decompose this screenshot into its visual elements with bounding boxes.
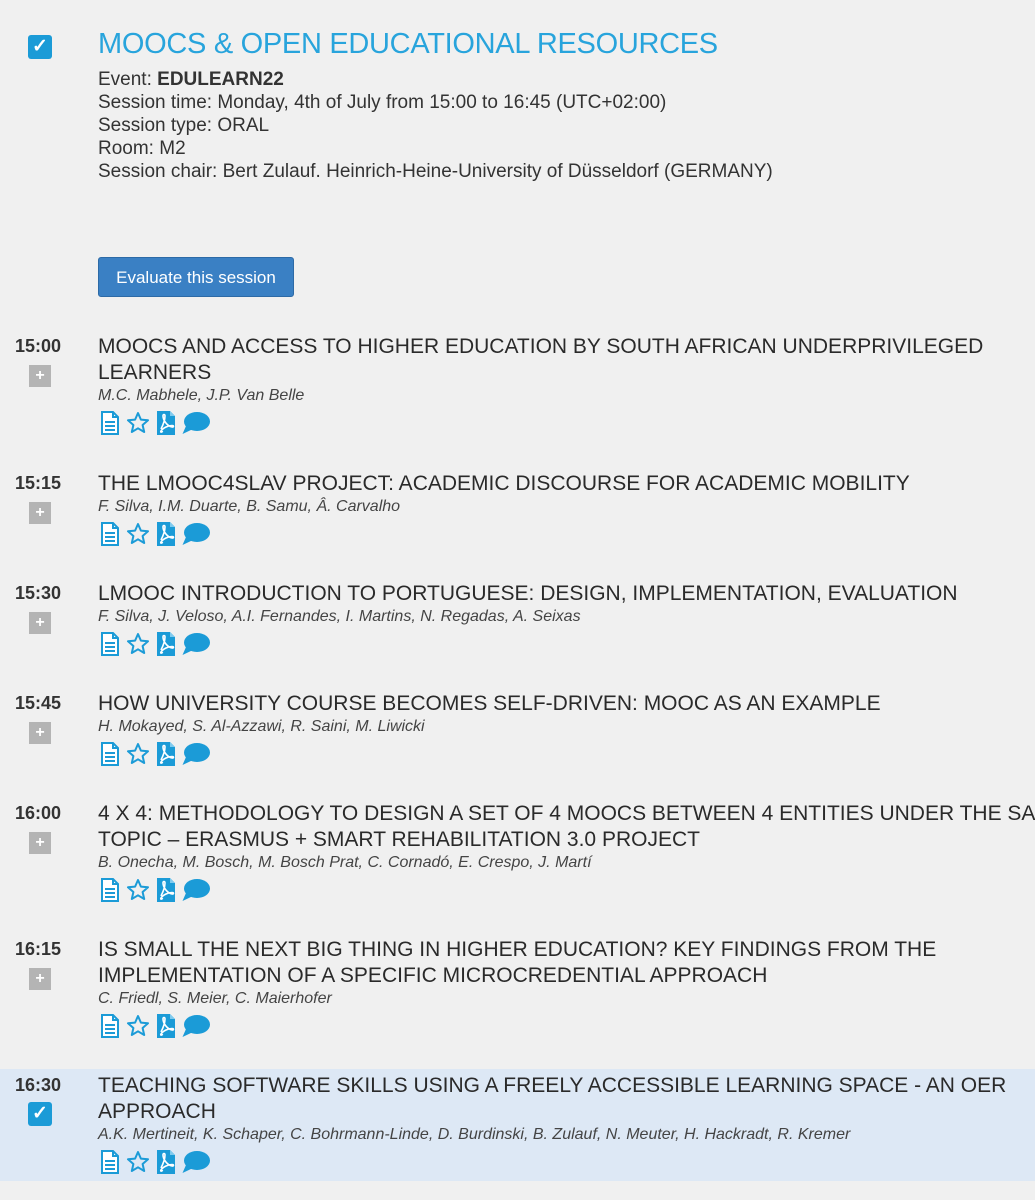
star-icon[interactable] (125, 631, 151, 657)
paper-row (0, 933, 1035, 1061)
pdf-icon[interactable] (153, 1013, 179, 1039)
comment-icon[interactable] (181, 741, 211, 767)
paper-authors: M.C. Mabhele, J.P. Van Belle (98, 387, 305, 404)
session-event (98, 68, 284, 91)
paper-title-line[interactable]: APPROACH (98, 1100, 216, 1123)
paper-authors: H. Mokayed, S. Al-Azzawi, R. Saini, M. Liwicki (98, 718, 425, 735)
star-icon[interactable] (125, 1149, 151, 1175)
pdf-icon[interactable] (153, 741, 179, 767)
expand-plus-icon[interactable]: + (29, 832, 51, 854)
comment-icon[interactable] (181, 410, 211, 436)
paper-title-line[interactable]: LEARNERS (98, 361, 212, 384)
paper-authors: F. Silva, J. Veloso, A.I. Fernandes, I. Martins, N. Regadas, A. Seixas (98, 608, 581, 625)
paper-actions (97, 631, 211, 657)
paper-time: 15:45 (15, 693, 62, 713)
evaluate-session-button[interactable]: Evaluate this session (98, 257, 294, 297)
document-icon[interactable] (97, 1149, 123, 1175)
comment-icon[interactable] (181, 1149, 211, 1175)
paper-actions (97, 741, 211, 767)
expand-plus-icon[interactable]: + (29, 612, 51, 634)
paper-time: 16:30 (15, 1075, 62, 1095)
paper-title-line[interactable]: HOW UNIVERSITY COURSE BECOMES SELF-DRIVEN: MOOC AS AN EXAMPLE (98, 692, 881, 715)
document-icon[interactable] (97, 1013, 123, 1039)
expand-plus-icon[interactable]: + (29, 968, 51, 990)
comment-icon[interactable] (181, 521, 211, 547)
paper-time: 16:15 (15, 939, 62, 959)
comment-icon[interactable] (181, 877, 211, 903)
paper-title-line[interactable]: IS SMALL THE NEXT BIG THING IN HIGHER EDUCATION? KEY FINDINGS FROM THE (98, 938, 937, 961)
paper-actions (97, 877, 211, 903)
document-icon[interactable] (97, 877, 123, 903)
expand-plus-icon[interactable]: + (29, 365, 51, 387)
paper-title-line[interactable]: TEACHING SOFTWARE SKILLS USING A FREELY ACCESSIBLE LEARNING SPACE - AN OER (98, 1074, 1007, 1097)
paper-row (0, 577, 1035, 677)
paper-authors: B. Onecha, M. Bosch, M. Bosch Prat, C. Cornadó, E. Crespo, J. Martí (98, 854, 592, 871)
paper-title-line[interactable]: LMOOC INTRODUCTION TO PORTUGUESE: DESIGN, IMPLEMENTATION, EVALUATION (98, 582, 958, 605)
paper-checkbox[interactable]: ✓ (28, 1102, 52, 1126)
session-room: Room: M2 (98, 138, 186, 159)
paper-title-line[interactable]: 4 X 4: METHODOLOGY TO DESIGN A SET OF 4 MOOCS BETWEEN 4 ENTITIES UNDER THE SA (98, 802, 1035, 825)
pdf-icon[interactable] (153, 1149, 179, 1175)
comment-icon[interactable] (181, 1013, 211, 1039)
paper-title-line[interactable]: TOPIC – ERASMUS + SMART REHABILITATION 3.0 PROJECT (98, 828, 700, 851)
session-header (0, 0, 1035, 320)
event-value: EDULEARN22 (157, 69, 284, 90)
expand-plus-icon[interactable]: + (29, 502, 51, 524)
document-icon[interactable] (97, 521, 123, 547)
star-icon[interactable] (125, 877, 151, 903)
paper-time: 15:00 (15, 336, 62, 356)
paper-actions (97, 1149, 211, 1175)
paper-time: 15:30 (15, 583, 62, 603)
expand-plus-icon[interactable]: + (29, 722, 51, 744)
comment-icon[interactable] (181, 631, 211, 657)
paper-actions (97, 1013, 211, 1039)
document-icon[interactable] (97, 631, 123, 657)
paper-authors: F. Silva, I.M. Duarte, B. Samu, Â. Carvalho (98, 498, 401, 515)
star-icon[interactable] (125, 410, 151, 436)
paper-row (0, 330, 1035, 458)
star-icon[interactable] (125, 521, 151, 547)
session-title: MOOCS & OPEN EDUCATIONAL RESOURCES (98, 28, 718, 60)
paper-title-line[interactable]: IMPLEMENTATION OF A SPECIFIC MICROCREDENTIAL APPROACH (98, 964, 768, 987)
pdf-icon[interactable] (153, 877, 179, 903)
paper-row (0, 467, 1035, 567)
pdf-icon[interactable] (153, 631, 179, 657)
document-icon[interactable] (97, 410, 123, 436)
paper-actions (97, 410, 211, 436)
paper-authors: C. Friedl, S. Meier, C. Maierhofer (98, 990, 332, 1007)
paper-time: 16:00 (15, 803, 62, 823)
star-icon[interactable] (125, 1013, 151, 1039)
paper-time: 15:15 (15, 473, 62, 493)
pdf-icon[interactable] (153, 410, 179, 436)
event-label: Event: (98, 69, 152, 90)
paper-title-line[interactable]: MOOCS AND ACCESS TO HIGHER EDUCATION BY SOUTH AFRICAN UNDERPRIVILEGED (98, 335, 984, 358)
paper-row (0, 797, 1035, 925)
pdf-icon[interactable] (153, 521, 179, 547)
session-checkbox[interactable]: ✓ (28, 35, 52, 59)
paper-title-line[interactable]: THE LMOOC4SLAV PROJECT: ACADEMIC DISCOURSE FOR ACADEMIC MOBILITY (98, 472, 910, 495)
paper-row (0, 1069, 1035, 1181)
session-type: Session type: ORAL (98, 115, 270, 136)
session-time: Session time: Monday, 4th of July from 15:00 to 16:45 (UTC+02:00) (98, 92, 667, 113)
paper-actions (97, 521, 211, 547)
paper-authors: A.K. Mertineit, K. Schaper, C. Bohrmann-Linde, D. Burdinski, B. Zulauf, N. Meuter, H. Hackradt, R. Kremer (98, 1126, 851, 1143)
document-icon[interactable] (97, 741, 123, 767)
paper-row (0, 687, 1035, 787)
star-icon[interactable] (125, 741, 151, 767)
session-chair: Session chair: Bert Zulauf. Heinrich-Heine-University of Düsseldorf (GERMANY) (98, 161, 773, 182)
